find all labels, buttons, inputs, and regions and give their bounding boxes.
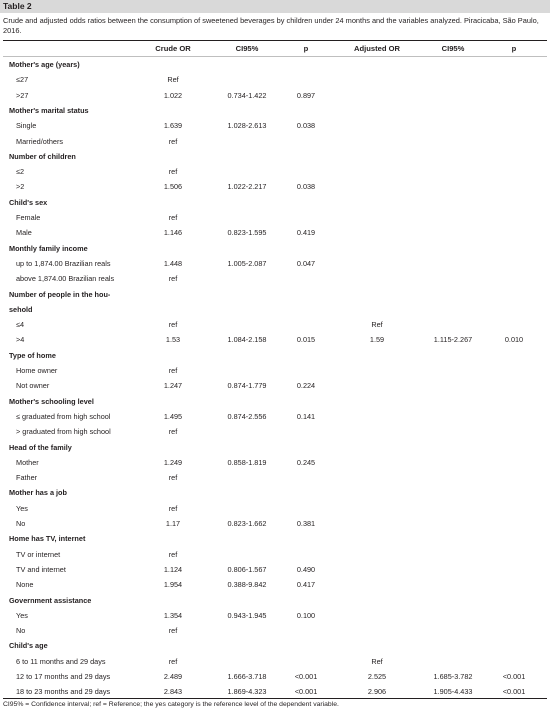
- table-row-category: [0, 488, 550, 502]
- rule-header-bottom: [3, 56, 547, 57]
- table-row-category: [0, 443, 550, 457]
- level-label: Male: [16, 228, 32, 238]
- table-title-bar: [0, 0, 550, 13]
- cell-p-crude: 0.490: [296, 564, 316, 574]
- table-row-category: [0, 641, 550, 655]
- cell-p-crude: 0.419: [296, 228, 316, 238]
- table-row: [0, 335, 550, 349]
- table-caption: Crude and adjusted odds ratios between the consumption of sweetened beverages by children under 24 months and the variables analyzed. Piracicaba, São Paulo, 2016.: [3, 16, 539, 35]
- cell-ci95-crude: 1.869-4.323: [227, 687, 267, 697]
- level-label: >4: [16, 335, 25, 345]
- cell-crude-or: 2.843: [163, 687, 183, 697]
- table-row-category: [0, 60, 550, 74]
- cell-p-crude: 0.141: [296, 411, 316, 421]
- level-label: 6 to 11 months and 29 days: [16, 656, 106, 666]
- table-row-category: [0, 351, 550, 365]
- cell-p-crude: <0.001: [294, 672, 318, 681]
- table-row: [0, 366, 550, 380]
- level-label: >2: [16, 182, 25, 192]
- table-row: [0, 580, 550, 594]
- level-label: Female: [16, 213, 41, 222]
- table-row: [0, 75, 550, 89]
- level-label: ≤27: [16, 75, 29, 85]
- header-ci95-adjusted: CI95%: [441, 44, 465, 53]
- cell-adjusted-or: Ref: [371, 320, 383, 330]
- cell-crude-or: ref: [168, 626, 178, 636]
- table-row: [0, 137, 550, 151]
- category-label: Number of people in the hou-: [9, 289, 111, 299]
- cell-ci95-crude: 0.734-1.422: [227, 90, 267, 100]
- cell-crude-or: 1.354: [163, 610, 183, 620]
- cell-p-crude: 0.100: [296, 610, 316, 620]
- category-label: Mother's schooling level: [9, 396, 94, 406]
- table-row: [0, 519, 550, 533]
- table-row: [0, 626, 550, 640]
- cell-ci95-crude: 1.084-2.158: [227, 335, 267, 345]
- cell-ci95-adjusted: 1.115-2.267: [433, 335, 473, 345]
- header-adjusted-or: Adjusted OR: [354, 44, 400, 53]
- level-label: Home owner: [16, 366, 58, 375]
- table-row-category: [0, 152, 550, 166]
- cell-p-crude: <0.001: [294, 687, 318, 697]
- table-row-category: [0, 244, 550, 258]
- level-label: TV and internet: [16, 564, 66, 574]
- category-label: Mother has a job: [9, 488, 67, 498]
- cell-crude-or: ref: [168, 167, 178, 177]
- cell-ci95-crude: 0.806-1.567: [227, 564, 267, 574]
- table-row: [0, 91, 550, 105]
- table-footnote: CI95% = Confidence interval; ref = Reference; the yes category is the reference level of the dependent variable.: [3, 701, 339, 708]
- cell-p-adjusted: <0.001: [502, 672, 526, 681]
- cell-crude-or: 1.146: [163, 228, 183, 238]
- table-row: [0, 565, 550, 579]
- cell-p-crude: 0.038: [296, 182, 316, 192]
- cell-ci95-crude: 0.943-1.945: [227, 610, 267, 620]
- cell-crude-or: ref: [168, 136, 178, 146]
- table-row: [0, 121, 550, 135]
- header-ci95-crude: CI95%: [235, 44, 259, 53]
- cell-ci95-crude: 0.823-1.595: [227, 228, 267, 238]
- cell-ci95-crude: 1.005-2.087: [227, 258, 267, 268]
- table-row: [0, 228, 550, 242]
- table-row-category: [0, 534, 550, 548]
- level-label: Married/others: [16, 136, 64, 146]
- cell-crude-or: 1.53: [165, 335, 181, 345]
- table-row: [0, 687, 550, 701]
- table-row: [0, 427, 550, 441]
- category-label: Head of the family: [9, 442, 72, 452]
- category-label: Child's age: [9, 641, 48, 651]
- cell-crude-or: ref: [168, 366, 178, 375]
- level-label: Single: [16, 121, 37, 131]
- cell-crude-or: ref: [168, 549, 178, 559]
- table-row: [0, 657, 550, 671]
- table-row: [0, 274, 550, 288]
- cell-ci95-crude: 1.022-2.217: [227, 182, 267, 192]
- table-row-category: [0, 397, 550, 411]
- level-label: Yes: [16, 503, 28, 513]
- category-label: Home has TV, internet: [9, 534, 86, 544]
- cell-ci95-crude: 0.874-2.556: [227, 411, 267, 421]
- table-row: [0, 550, 550, 564]
- level-label: Yes: [16, 610, 28, 620]
- cell-crude-or: ref: [168, 213, 178, 222]
- table-row: [0, 473, 550, 487]
- cell-adjusted-or: 2.525: [367, 672, 387, 681]
- table-row: [0, 504, 550, 518]
- header-crude-or: Crude OR: [155, 44, 191, 53]
- cell-ci95-crude: 0.858-1.819: [227, 457, 267, 467]
- level-label: ≤2: [16, 167, 25, 177]
- cell-ci95-crude: 1.666-3.718: [227, 672, 267, 681]
- cell-adjusted-or: 1.59: [369, 335, 385, 345]
- table-row: [0, 320, 550, 334]
- table-row-category: [0, 596, 550, 610]
- table-row: [0, 611, 550, 625]
- level-label: ≤ graduated from high school: [16, 411, 111, 421]
- cell-ci95-crude: 0.874-1.779: [227, 381, 267, 391]
- level-label: None: [16, 580, 34, 590]
- rule-top: [3, 40, 547, 41]
- table-row: [0, 412, 550, 426]
- cell-adjusted-or: 2.906: [367, 687, 387, 697]
- cell-p-crude: 0.245: [296, 457, 316, 467]
- cell-p-crude: 0.417: [296, 580, 316, 590]
- table-row: [0, 381, 550, 395]
- cell-crude-or: 1.448: [163, 258, 183, 268]
- level-label: 12 to 17 months and 29 days: [16, 672, 111, 681]
- level-label: ≤4: [16, 320, 25, 330]
- table-row-category: [0, 198, 550, 212]
- cell-crude-or: ref: [168, 473, 178, 483]
- category-label: Mother's marital status: [9, 105, 89, 115]
- level-label: >27: [16, 90, 29, 100]
- category-label: sehold: [9, 304, 33, 314]
- cell-crude-or: 1.954: [163, 580, 183, 590]
- category-label: Government assistance: [9, 595, 92, 605]
- cell-ci95-crude: 1.028-2.613: [227, 121, 267, 131]
- table-row: [0, 672, 550, 686]
- cell-crude-or: ref: [168, 427, 178, 437]
- level-label: Mother: [16, 457, 39, 467]
- table-row: [0, 259, 550, 273]
- cell-p-crude: 0.015: [296, 335, 316, 345]
- cell-ci95-crude: 0.823-1.662: [227, 519, 267, 528]
- cell-p-adjusted: <0.001: [502, 687, 526, 697]
- cell-crude-or: 1.247: [163, 381, 183, 391]
- header-p-crude: p: [303, 44, 309, 53]
- table-row: [0, 213, 550, 227]
- cell-ci95-adjusted: 1.685-3.782: [433, 672, 473, 681]
- category-label: Monthly family income: [9, 243, 88, 253]
- cell-ci95-crude: 0.388-9.842: [227, 580, 267, 590]
- cell-crude-or: 1.639: [163, 121, 183, 131]
- table-row: [0, 182, 550, 196]
- category-label: Number of children: [9, 151, 76, 161]
- cell-crude-or: 1.124: [163, 564, 183, 574]
- level-label: TV or internet: [16, 549, 61, 559]
- cell-crude-or: 1.495: [163, 411, 183, 421]
- level-label: above 1,874.00 Brazilian reals: [16, 274, 115, 284]
- cell-crude-or: ref: [168, 503, 178, 513]
- cell-crude-or: 2.489: [163, 672, 183, 681]
- table-row: [0, 458, 550, 472]
- cell-crude-or: Ref: [167, 75, 179, 85]
- level-label: No: [16, 519, 26, 528]
- table-row-category: [0, 305, 550, 319]
- level-label: Father: [16, 473, 38, 483]
- cell-crude-or: 1.249: [163, 457, 183, 467]
- level-label: No: [16, 626, 26, 636]
- cell-ci95-adjusted: 1.905-4.433: [433, 687, 473, 697]
- category-label: Child's sex: [9, 197, 48, 207]
- cell-p-crude: 0.897: [296, 90, 316, 100]
- cell-p-crude: 0.224: [296, 381, 316, 391]
- level-label: > graduated from high school: [16, 427, 111, 437]
- level-label: up to 1,874.00 Brazilian reals: [16, 258, 111, 268]
- header-p-adjusted: p: [511, 44, 517, 53]
- cell-crude-or: 1.17: [165, 519, 181, 528]
- rule-bottom: [3, 698, 547, 699]
- cell-crude-or: ref: [168, 320, 178, 330]
- category-label: Type of home: [9, 350, 56, 360]
- level-label: 18 to 23 months and 29 days: [16, 687, 111, 697]
- cell-crude-or: 1.022: [163, 90, 183, 100]
- cell-adjusted-or: Ref: [371, 656, 383, 666]
- category-label: Mother's age (years): [9, 60, 80, 69]
- cell-p-adjusted: 0.010: [504, 335, 524, 345]
- cell-crude-or: ref: [168, 274, 178, 284]
- cell-crude-or: ref: [168, 656, 178, 666]
- table-row-category: [0, 290, 550, 304]
- cell-p-crude: 0.038: [296, 121, 316, 131]
- table-row-category: [0, 106, 550, 120]
- level-label: Not owner: [16, 381, 50, 391]
- cell-crude-or: 1.506: [163, 182, 183, 192]
- table-row: [0, 167, 550, 181]
- table-label: Table 2: [3, 1, 32, 11]
- cell-p-crude: 0.381: [296, 519, 316, 528]
- cell-p-crude: 0.047: [296, 258, 316, 268]
